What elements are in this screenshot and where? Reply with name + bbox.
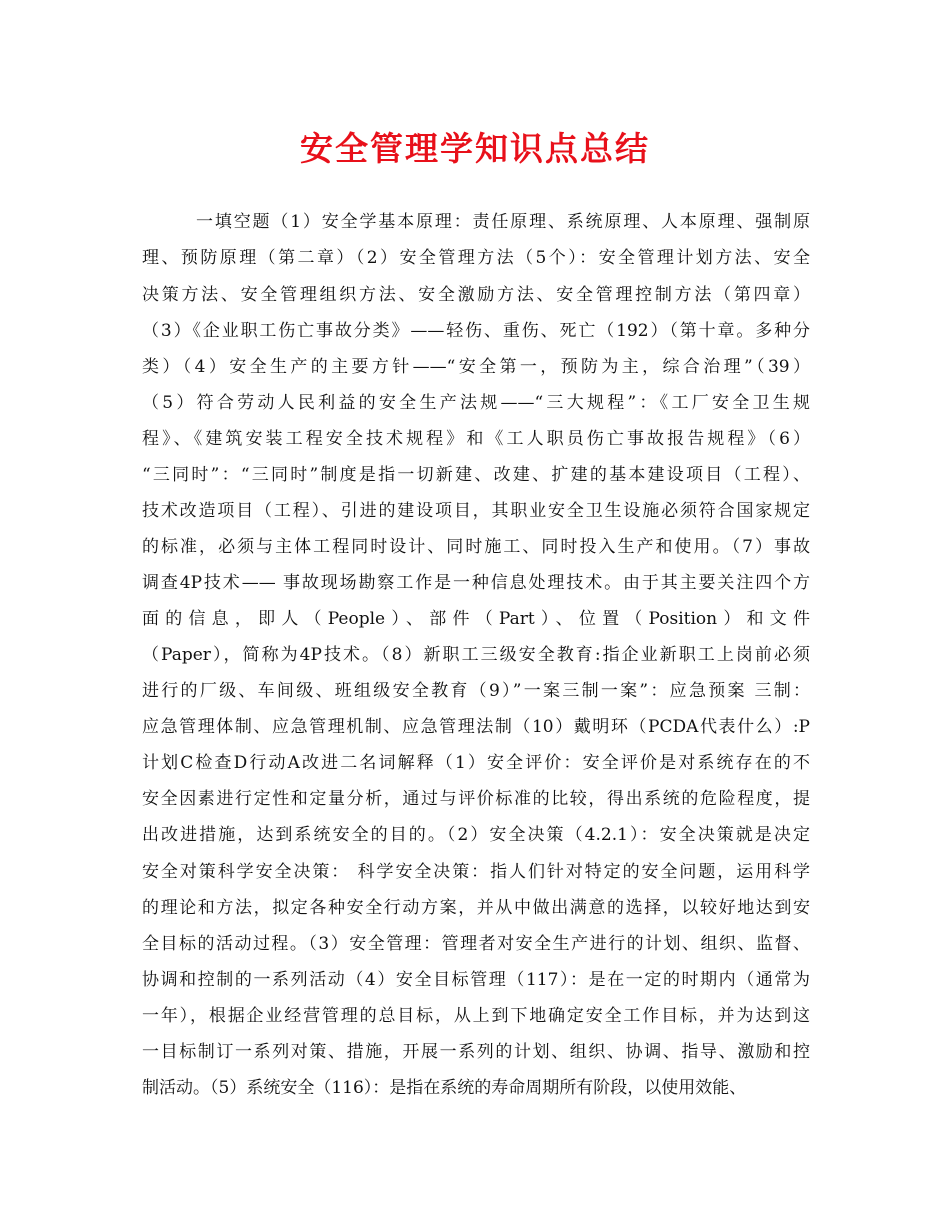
body-line: 全目标的活动过程。（3）安全管理：管理者对安全生产进行的计划、组织、监督、: [142, 934, 810, 954]
body-line: 一年），根据企业经营管理的总目标，从上到下地确定安全工作目标，并为达到这: [142, 1006, 810, 1026]
body-line: 制活动。（5）系统安全（116）：是指在系统的寿命周期所有阶段，以使用效能、: [142, 1078, 747, 1098]
body-line: 安全因素进行定性和定量分析，通过与评价标准的比较，得出系统的危险程度，提: [142, 789, 810, 809]
body-line: 技术改造项目（工程）、引进的建设项目，其职业安全卫生设施必须符合国家规定: [142, 501, 810, 521]
body-line: 计划C检查D行动A改进二名词解释（1）安全评价：安全评价是对系统存在的不: [142, 753, 810, 773]
body-line: 调查4P技术—— 事故现场勘察工作是一种信息处理技术。由于其主要关注四个方: [142, 573, 810, 593]
body-line: 的理论和方法，拟定各种安全行动方案，并从中做出满意的选择，以较好地达到安: [142, 898, 810, 918]
body-line: “三同时”：“三同时”制度是指一切新建、改建、扩建的基本建设项目（工程）、: [142, 465, 810, 485]
body-line: 面的信息，即人（People）、部件（Part）、位置（Position）和文件: [142, 609, 810, 629]
body-line: 安全对策科学安全决策： 科学安全决策：指人们针对特定的安全问题，运用科学: [142, 862, 810, 882]
body-line: 进行的厂级、车间级、班组级安全教育（9）”一案三制一案”：应急预案 三制：: [142, 681, 810, 701]
body-line: 理、预防原理（第二章）（2）安全管理方法（5个）：安全管理计划方法、安全: [142, 248, 810, 268]
body-line: 的标准，必须与主体工程同时设计、同时施工、同时投入生产和使用。（7）事故: [142, 537, 810, 557]
body-line: 类）（4）安全生产的主要方针——“安全第一，预防为主，综合治理”（39）: [142, 357, 810, 377]
body-line: 协调和控制的一系列活动（4）安全目标管理（117）：是在一定的时期内（通常为: [142, 970, 810, 990]
body-line: （3）《企业职工伤亡事故分类》——轻伤、重伤、死亡（192）（第十章。多种分: [142, 321, 810, 341]
body-line: 决策方法、安全管理组织方法、安全激励方法、安全管理控制方法（第四章）: [142, 285, 810, 305]
document-title: 安全管理学知识点总结: [300, 129, 650, 168]
body-line: （Paper），简称为4P技术。（8）新职工三级安全教育:指企业新职工上岗前必须: [142, 645, 810, 665]
body-line: 应急管理体制、应急管理机制、应急管理法制（10）戴明环（PCDA代表什么）:P: [142, 717, 810, 737]
body-line: （5）符合劳动人民利益的安全生产法规——“三大规程”：《工厂安全卫生规: [142, 393, 810, 413]
body-line: 程》、《建筑安装工程安全技术规程》和《工人职员伤亡事故报告规程》（6）: [142, 429, 810, 449]
body-line: 一填空题（1）安全学基本原理：责任原理、系统原理、人本原理、强制原: [196, 212, 810, 232]
body-line: 一目标制订一系列对策、措施，开展一系列的计划、组织、协调、指导、激励和控: [142, 1042, 810, 1062]
body-line: 出改进措施，达到系统安全的目的。（2）安全决策（4.2.1）：安全决策就是决定: [142, 825, 810, 845]
